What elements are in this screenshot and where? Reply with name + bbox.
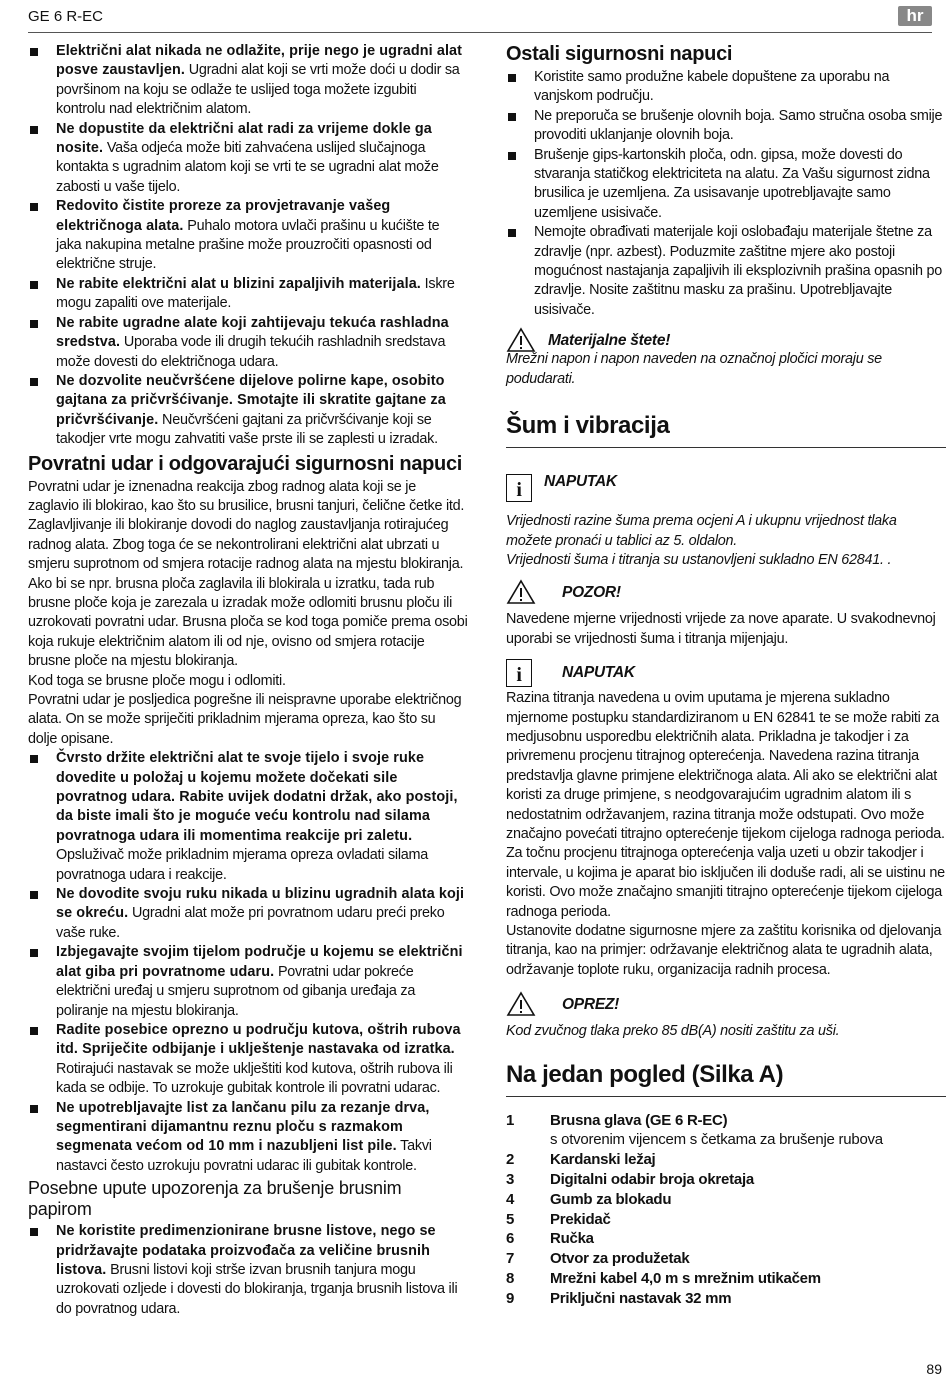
safety-item-bold: Čvrsto držite električni alat te svoje tijelo i svoje ruke dovedite u položaj u kojemu možete dočekati sile povratnog udara. Rabite uvijek dodatni držak, ako postoji, da biste imali što je moguće veću kontrolu nad silama povratnoga udara ili momentima reakcije pri zaletu. [56, 750, 458, 844]
safety-item [28, 1021, 468, 1099]
sanding-heading: Posebne upute upozorenja za brušenje brusnim papirom [28, 1178, 402, 1220]
safety-item-text: Ne preporuča se brušenje olovnih boja. Samo stručna osoba smije provoditi uklanjanje olovnih boja. [534, 107, 943, 144]
info-icon: i [506, 659, 532, 687]
safety-item [28, 197, 468, 275]
vibration-paragraph: Za točnu procjenu titrajnoga opterećenja valja uzeti u obzir takodjer i intervale, u kojima je aparat bio isključen ili doduše radi, ali se uistinu ne koristi. Ovo može značajno smanjiti titrajno opterećenje tijekom cijeloga radnoga perioda. [506, 845, 945, 920]
warning-triangle-icon [506, 579, 536, 605]
bullet-square-icon [508, 229, 516, 237]
part-number: 8 [506, 1270, 515, 1287]
part-item [506, 1111, 946, 1131]
bullet-square-icon [30, 1027, 38, 1035]
safety-item-text: Uporaba vode ili drugih tekućih rashladnih sredstava može dovesti do električnoga udara. [56, 334, 446, 370]
note-text: Vrijednosti razine šuma prema ocjeni A i ukupnu vrijednost tlaka možete pronaći u tablici az 5. oldalon. [506, 513, 897, 549]
part-number: 6 [506, 1230, 515, 1248]
part-number: 9 [506, 1289, 515, 1307]
safety-item [28, 749, 468, 885]
safety-item [506, 223, 946, 320]
part-number: 7 [506, 1250, 515, 1268]
safety-item-bold: Ne dopustite da električni alat radi za vrijeme dokle ga nosite. [56, 120, 432, 157]
bullet-square-icon [30, 1105, 38, 1113]
caution-title: OPREZ! [562, 995, 620, 1013]
note-box [506, 657, 946, 689]
safety-item-text: Rotirajući nastavak se može uklještiti kod kutova, oštrih rubova ili kada se odbije. To uzrokuje gubitak kontrole ili povratni udarac. [56, 1060, 453, 1097]
parts-list [506, 1111, 946, 1309]
safety-item-bold: Ne dozvolite neučvršćene dijelove polirne kape, osobito gajtana za pričvršćivanje. Smotajte ili skratite gajtane za pričvršćivanje. [56, 372, 446, 428]
part-label: Brusna glava (GE 6 R-EC) [550, 1111, 728, 1129]
bullet-square-icon [30, 755, 38, 763]
model-name: GE 6 R-EC [28, 8, 104, 25]
safety-item-text: Opsluživač može prikladnim mjerama opreza ovladati silama povratnoga udara i reakcije. [56, 847, 429, 883]
safety-item [28, 275, 468, 314]
bullet-square-icon [30, 126, 38, 134]
part-label: Priključni nastavak 32 mm [550, 1289, 732, 1307]
kickback-safety-list [28, 749, 468, 1176]
other-safety-heading: Ostali sigurnosni napuci [506, 43, 733, 65]
bullet-square-icon [30, 48, 38, 56]
bullet-square-icon [30, 949, 38, 957]
part-label: Gumb za blokadu [550, 1190, 672, 1208]
vibration-paragraph: Ustanovite dodatne sigurnosne mjere za zaštitu korisnika od djelovanja titranja, kao na primjer: održavanje električnog alata te ugradnih alata, održavanje toplote ruku, organizacija radnih procesa. [506, 923, 942, 978]
material-damage-text: Mrežni napon i napon naveden na označnoj pločici moraju se podudarati. [506, 351, 882, 387]
caution-title: POZOR! [562, 583, 621, 601]
overview-heading: Na jedan pogled (Silka A) [506, 1060, 946, 1097]
other-safety-list [506, 68, 946, 320]
safety-item [506, 68, 946, 107]
info-icon: i [506, 474, 532, 502]
part-item [506, 1150, 946, 1170]
caution-text: Kod zvučnog tlaka preko 85 dB(A) nositi zaštitu za uši. [506, 1023, 840, 1040]
safety-item-bold: Ne koristite predimenzionirane brusne listove, nego se pridržavajte podataka proizvođača za veličine brusnih listova. [56, 1223, 436, 1278]
safety-item-text: Ugradni alat koji se vrti može doći u dodir sa površinom na koju se odlaže te uslijed toga možete izgubiti kontrolu nad električnim alatom. [56, 62, 460, 118]
part-label: Kardanski ležaj [550, 1151, 656, 1169]
noise-vibration-heading: Šum i vibracija [506, 411, 946, 448]
part-item [506, 1289, 946, 1309]
safety-item-bold: Redovito čistite proreze za provjetravanje vašeg električnoga alata. [56, 198, 391, 234]
kickback-paragraph: Povratni udar je iznenadna reakcija zbog radnog alata koji se je zaglavio ili blokirao, kao što su brusilice, brusni tanjuri, čelične četke itd. Zaglavljivanje ili blokiranje dovodi do naglog zaustavljanja rotirajućeg radnog alata. Zbog toga će se nekontrolirani električni alat ubrzati u smjeru suprotnom od smjera rotacije radnog alata na mjestu blokiranja. Ako bi se npr. brusna ploča zaglavila ili blokirala u izratku, tada rub brusne ploče koja je zarezala u izradak može odlomiti brusnu ploču ili uzrokovati povratni udar. Brusna ploča se kod toga pomiče prema osobi koja rukuje električnim alatom ili od nje, ovisno od smjera rotacije brusne ploče na mjestu blokiranja. [28, 478, 468, 670]
warning-triangle-icon [506, 991, 536, 1017]
safety-item-bold: Ne dovodite svoju ruku nikada u blizinu ugradnih alata koji se okreću. [56, 886, 465, 922]
part-label: Prekidač [550, 1210, 611, 1228]
bullet-square-icon [508, 74, 516, 82]
safety-item-bold: Ne upotrebljavajte list za lančanu pilu za rezanje drva, segmentirani dijamantnu reznu ploču s razmakom segmenata većom od 10 mm i nazubljeni list pile. [56, 1099, 430, 1155]
note-title: NAPUTAK [562, 664, 635, 682]
part-item [506, 1170, 946, 1190]
safety-item-bold: Radite posebice oprezno u području kutova, oštrih rubova itd. Spriječite odbijanje i uklještenje nastavaka od izratka. [56, 1021, 461, 1058]
safety-item [506, 107, 946, 146]
part-number: 1 [506, 1111, 515, 1129]
safety-item-text: Brušenje gips-kartonskih ploča, odn. gipsa, može dovesti do stvaranja statičkog elektriciteta na alatu. Za Vašu sigurnost zidna brusilica je uzemljena. Za usisavanje upotrebljavajte samo uzemljene usisivače. [534, 146, 930, 221]
note-title: NAPUTAK [544, 473, 617, 491]
safety-item [28, 314, 468, 372]
page-number: 89 [926, 1361, 942, 1377]
caution-box [506, 986, 946, 1022]
part-number: 2 [506, 1151, 515, 1169]
intro-safety-list [28, 42, 468, 450]
part-label: Mrežni kabel 4,0 m s mrežnim utikačem [550, 1270, 821, 1287]
note-text: Vrijednosti šuma i titranja su ustanovljeni sukladno EN 62841. . [506, 551, 892, 568]
safety-item [28, 1099, 468, 1177]
part-number: 4 [506, 1190, 515, 1208]
safety-item-text: Vaša odjeća može biti zahvaćena uslijed slučajnoga kontakta s ugradnim alatom koji se vrti te se ugradni alat može zabosti u vaše tijelo. [56, 140, 439, 195]
safety-item [28, 372, 468, 450]
bullet-square-icon [30, 891, 38, 899]
right-column [506, 42, 946, 1309]
kickback-paragraph: Povratni udar je posljedica pogrešne ili neispravne uporabe električnog alata. On se može spriječiti prikladnim mjerama opreza, kao što su dolje opisane. [28, 692, 462, 747]
safety-item [28, 1222, 468, 1319]
part-item [506, 1190, 946, 1210]
vibration-paragraph: Razina titranja navedena u ovim uputama je mjerena sukladno mjernome postupku standardiziranom u EN 62841 te se može rabiti za medjusobnu usporedbu električnih alata. Prikladna je takodjer i za privremenu procjenu titrajnog opterećenja. Navedena razina titranja predstavlja glavne primjene električnoga alata. Ali ako se električni alat koristi za druge primjene, s neodgovarajućim ugradnim alatom ili s nedostatnim održavanjem, razina titranja može odstupati. Ovo može značajno povećati titrajno opterećenje tijekom cijeloga radnoga perioda. [506, 690, 945, 842]
part-item [506, 1249, 946, 1269]
safety-item-text: Iskre mogu zapaliti ove materijale. [56, 275, 455, 312]
safety-item [506, 146, 946, 224]
bullet-square-icon [508, 152, 516, 160]
safety-item [28, 885, 468, 943]
sanding-safety-list [28, 1222, 468, 1319]
bullet-square-icon [30, 281, 38, 289]
safety-item [28, 120, 468, 198]
part-number: 5 [506, 1210, 515, 1228]
part-item [506, 1210, 946, 1230]
safety-item-text: Nemojte obrađivati materijale koji oslobađaju materijale štetne za zdravlje (npr. azbest). Poduzmite zaštitne mjere ako postoji mogućnost nastajanja zapaljivih ili eksplozivnih prašina opasnih po zdravlje. Nosite zaštitnu masku za prašinu. Upotrebljavajte usisivače. [534, 224, 943, 318]
bullet-square-icon [508, 113, 516, 121]
part-sublabel: s otvorenim vijencem s četkama za brušenje rubova [550, 1131, 883, 1149]
bullet-square-icon [30, 378, 38, 386]
safety-item-text: Puhalo motora uvlači prašinu u kućište te jaka nakupina metalne prašine može prouzročiti opasnosti od električne struje. [56, 217, 440, 273]
language-badge: hr [898, 6, 932, 26]
part-item [506, 1229, 946, 1249]
safety-item-text: Ugradni alat može pri povratnom udaru preći preko vaše ruke. [56, 905, 445, 941]
kickback-paragraph: Kod toga se brusne ploče mogu i odlomiti. [28, 672, 286, 689]
bullet-square-icon [30, 203, 38, 211]
safety-item-bold: Ne rabite ugradne alate koji zahtijevaju tekuća rashladna sredstva. [56, 314, 449, 351]
part-number: 3 [506, 1171, 515, 1189]
part-label: Otvor za produžetak [550, 1250, 690, 1268]
safety-item-bold: Ne rabite električni alat u blizini zapaljivih materijala. [56, 275, 421, 292]
safety-item-text: Koristite samo produžne kabele dopuštene za uporabu na vanjskom području. [534, 69, 890, 105]
safety-item-text: Neučvršćeni gajtani za pričvršćivanje koji se takodjer vrte mogu zahvatiti vaše prste ili se zaplesti u izradak. [56, 411, 438, 448]
caution-text: Navedene mjerne vrijednosti vrijede za nove aparate. U svakodnevnoj uporabi se vrijednosti šuma i titranja mijenjaju. [506, 611, 936, 647]
caution-box [506, 574, 946, 610]
bullet-square-icon [30, 320, 38, 328]
safety-item-text: Brusni listovi koji strše izvan brusnih tanjura mogu uzrokovati ozljede i dovesti do blokiranja, trganja brusnih listova ili do povratnog udara. [56, 1261, 458, 1317]
part-item [506, 1269, 946, 1289]
left-column [28, 42, 468, 1319]
safety-item-bold: Električni alat nikada ne odlažite, prije nego je ugradni alat posve zaustavljen. [56, 43, 463, 79]
safety-item-text: Takvi nastavci često uzrokuju povratni udarac ili gubitak kontrole. [56, 1138, 432, 1174]
part-label: Digitalni odabir broja okretaja [550, 1171, 754, 1189]
kickback-heading: Povratni udar i odgovarajući sigurnosni napuci [28, 452, 463, 475]
page-header [28, 6, 932, 33]
note-box [506, 468, 946, 508]
part-label: Ručka [550, 1230, 594, 1248]
safety-item [28, 42, 468, 120]
safety-item-text: Povratni udar pokreće električni uređaj u smjeru suprotnom od gibanja uređaja za poliranje na mjestu blokiranja. [56, 963, 416, 1019]
safety-item-bold: Izbjegavajte svojim tijelom područje u kojemu se električni alat giba pri povratnome udaru. [56, 944, 463, 980]
bullet-square-icon [30, 1228, 38, 1236]
safety-item [28, 943, 468, 1021]
warning-title: Materijalne štete! [548, 331, 671, 349]
